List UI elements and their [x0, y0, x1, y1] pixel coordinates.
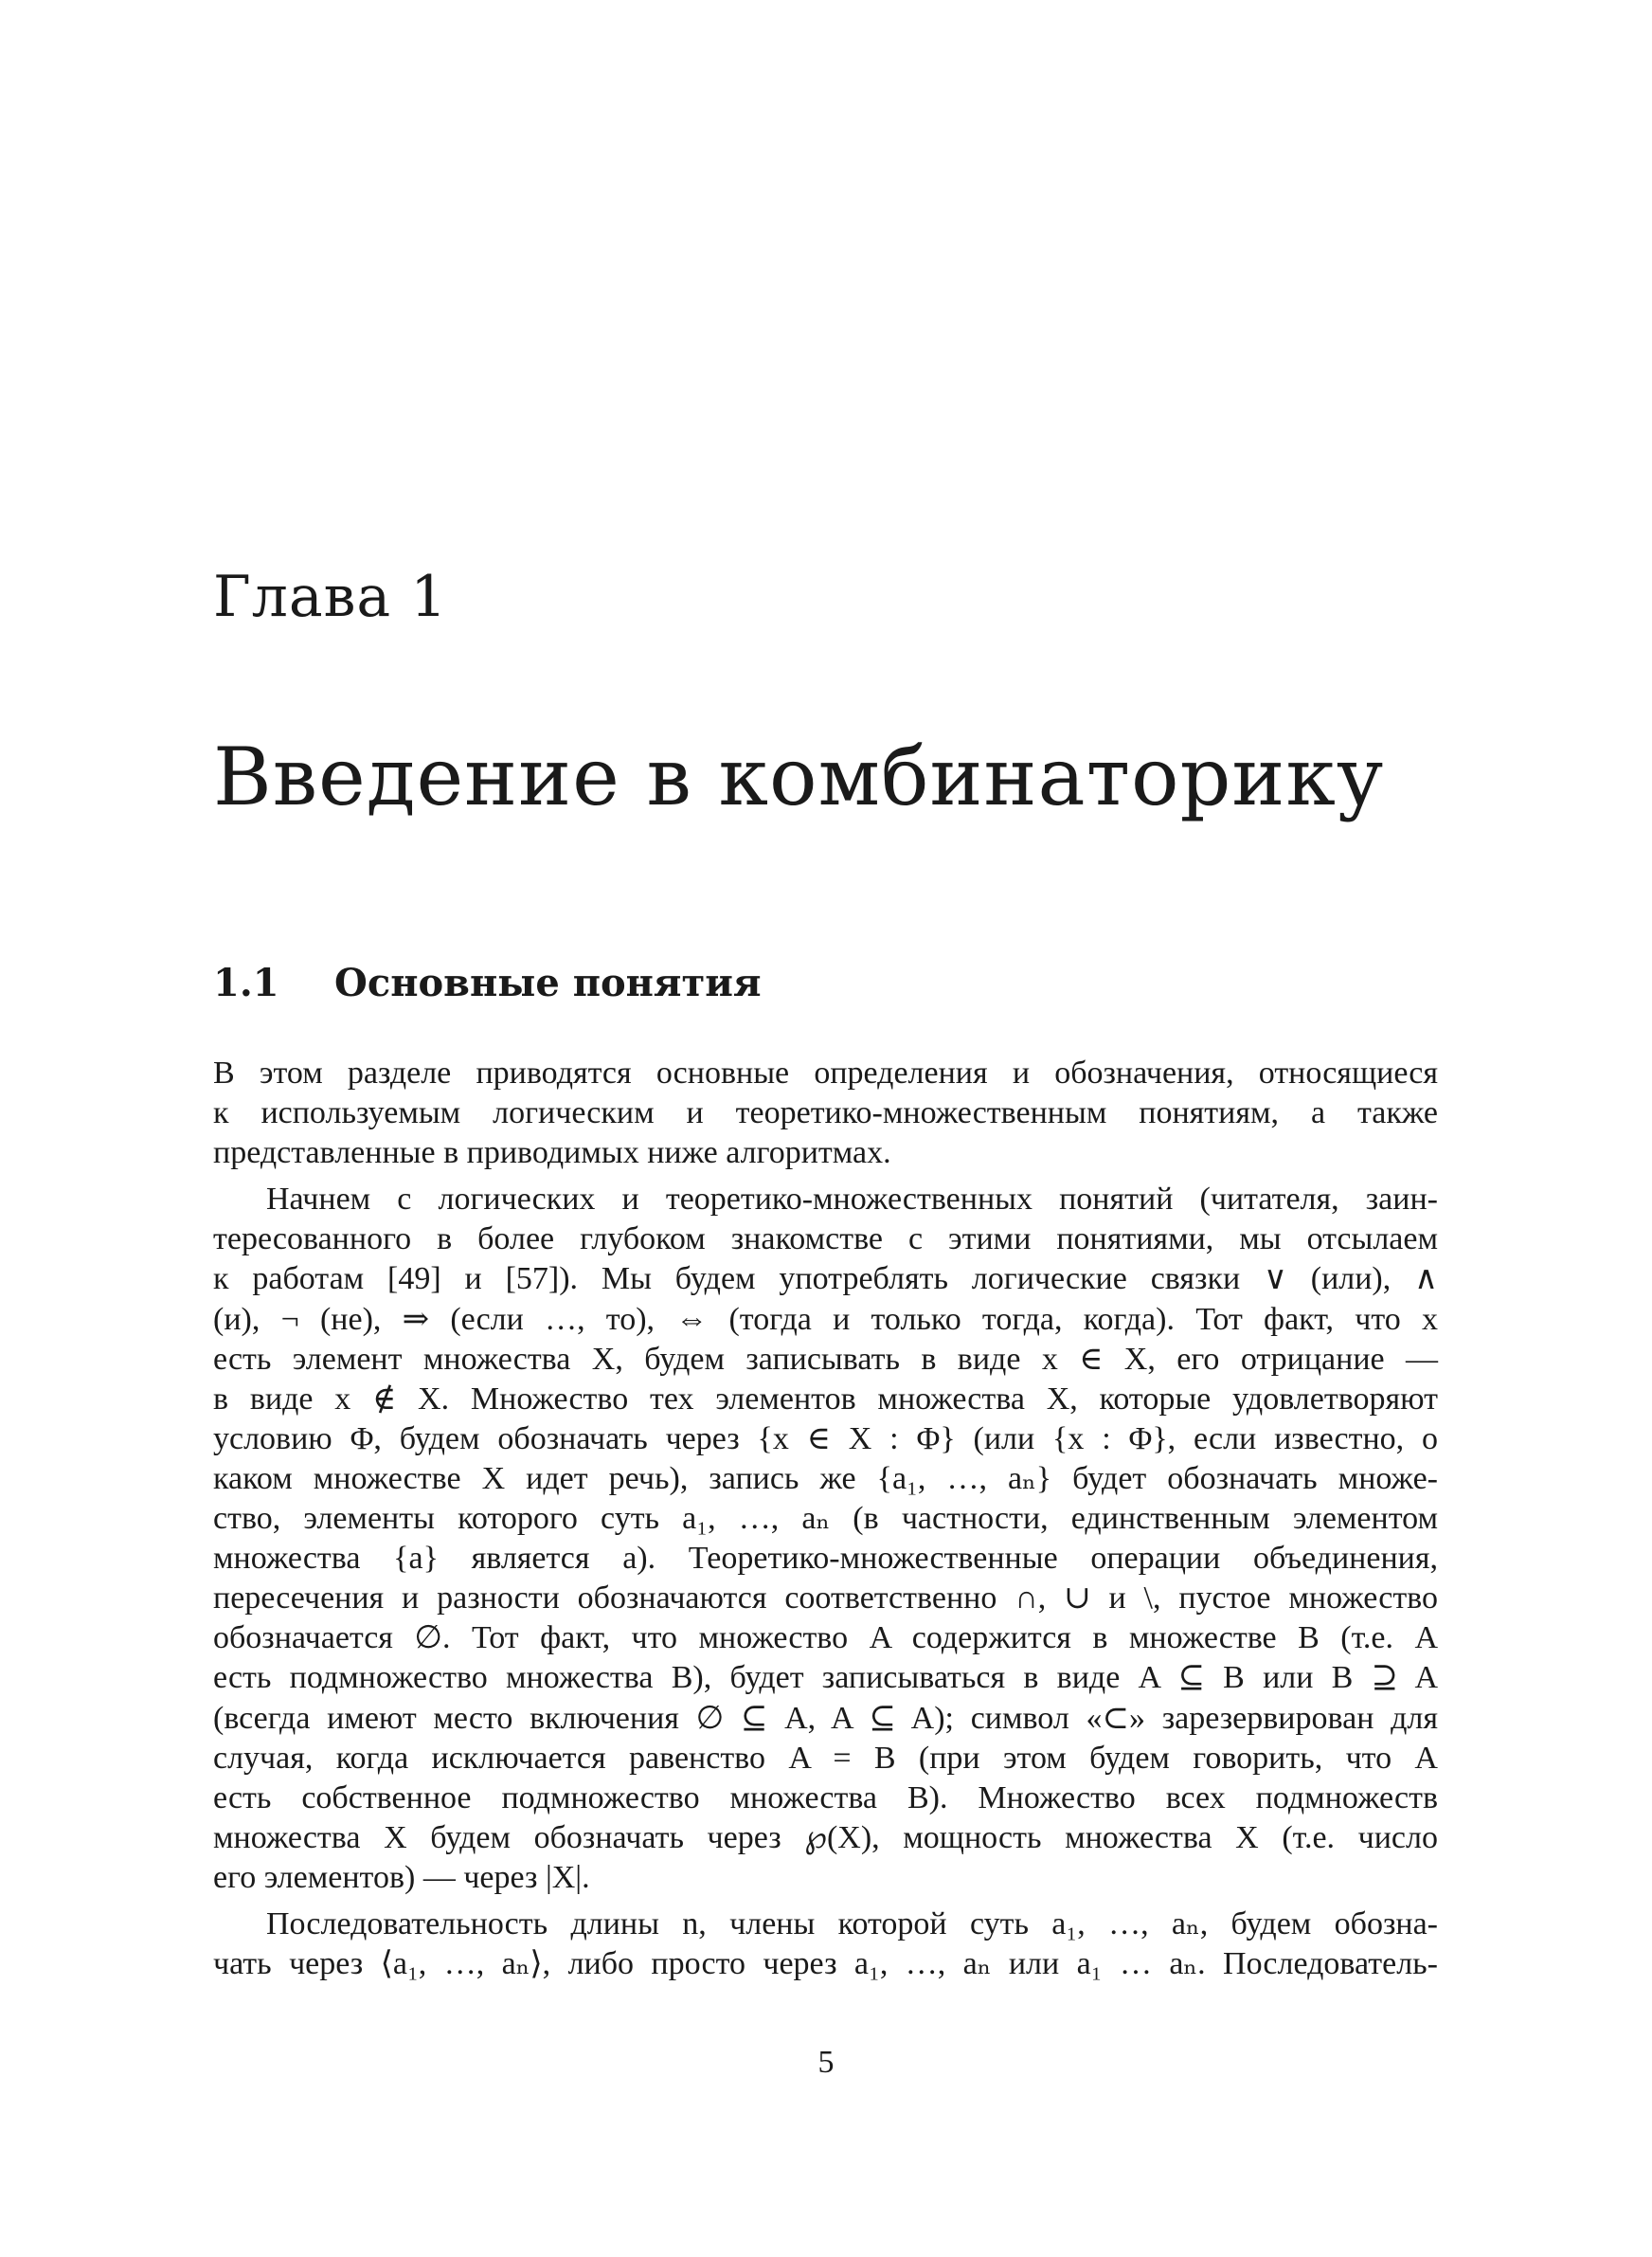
text-line: множества {a} является a). Теоретико-множественные операции объединения, — [213, 1541, 1438, 1577]
text-line: Начнем с логических и теоретико-множественных понятий (читателя, заин- — [266, 1182, 1438, 1218]
text-line: множества X будем обозначать через ℘(X), мощность множества X (т.е. число — [213, 1819, 1438, 1855]
text-line: в виде x ∉ X. Множество тех элементов множества X, которые удовлетворяют — [213, 1381, 1438, 1417]
paragraph — [213, 1905, 1438, 1984]
text-line: обозначается ∅. Тот факт, что множество A содержится в множестве B (т.е. A — [213, 1620, 1438, 1656]
text-line: пересечения и разности обозначаются соответственно ∩, ∪ и \, пустое множество — [213, 1580, 1438, 1616]
text-line: чать через ⟨a₁, …, aₙ⟩, либо просто через a₁, …, aₙ или a₁ … aₙ. Последователь- — [213, 1946, 1438, 1982]
chapter-label: Глава 1 — [213, 564, 448, 630]
text-line: (и), ¬ (не), ⇒ (если …, то), ⇔ (тогда и только тогда, когда). Тот факт, что x — [213, 1301, 1438, 1337]
section-number: 1.1 — [213, 961, 279, 1005]
text-line: каком множестве X идет речь), запись же {a₁, …, aₙ} будет обозначать множе- — [213, 1460, 1438, 1496]
text-line: случая, когда исключается равенство A = B (при этом будем говорить, что A — [213, 1740, 1438, 1776]
section-title: Основные понятия — [334, 961, 762, 1005]
section-heading — [213, 961, 762, 1005]
text-line: условию Φ, будем обозначать через {x ∈ X : Φ} (или {x : Φ}, если известно, о — [213, 1420, 1438, 1456]
text-line: ство, элементы которого суть a₁, …, aₙ (в частности, единственным элементом — [213, 1501, 1438, 1537]
text-line: есть подмножество множества B), будет записываться в виде A ⊆ B или B ⊇ A — [213, 1660, 1438, 1696]
chapter-title: Введение в комбинаторику — [213, 731, 1385, 823]
text-line: его элементов) — через |X|. — [213, 1859, 590, 1895]
paragraph — [213, 1180, 1438, 1898]
text-line: В этом разделе приводятся основные определения и обозначения, относящиеся — [213, 1056, 1438, 1091]
text-line: к работам [49] и [57]). Мы будем употреблять логические связки ∨ (или), ∧ — [213, 1261, 1438, 1297]
text-line: Последовательность длины n, члены которой суть a₁, …, aₙ, будем обозна- — [266, 1905, 1438, 1941]
text-line: представленные в приводимых ниже алгоритмах. — [213, 1135, 891, 1171]
text-line: есть собственное подмножество множества B). Множество всех подмножеств — [213, 1779, 1438, 1815]
body-text — [213, 1054, 1438, 1984]
text-line: (всегда имеют место включения ∅ ⊆ A, A ⊆ A); символ «⊂» зарезервирован для — [213, 1700, 1438, 1736]
text-line: тересованного в более глубоком знакомстве с этими понятиями, мы отсылаем — [213, 1221, 1438, 1257]
paragraph — [213, 1054, 1438, 1173]
page-number: 5 — [817, 2045, 835, 2080]
text-line: к используемым логическим и теоретико-множественным понятиям, а также — [213, 1095, 1438, 1131]
text-line: есть элемент множества X, будем записывать в виде x ∈ X, его отрицание — — [213, 1341, 1438, 1377]
